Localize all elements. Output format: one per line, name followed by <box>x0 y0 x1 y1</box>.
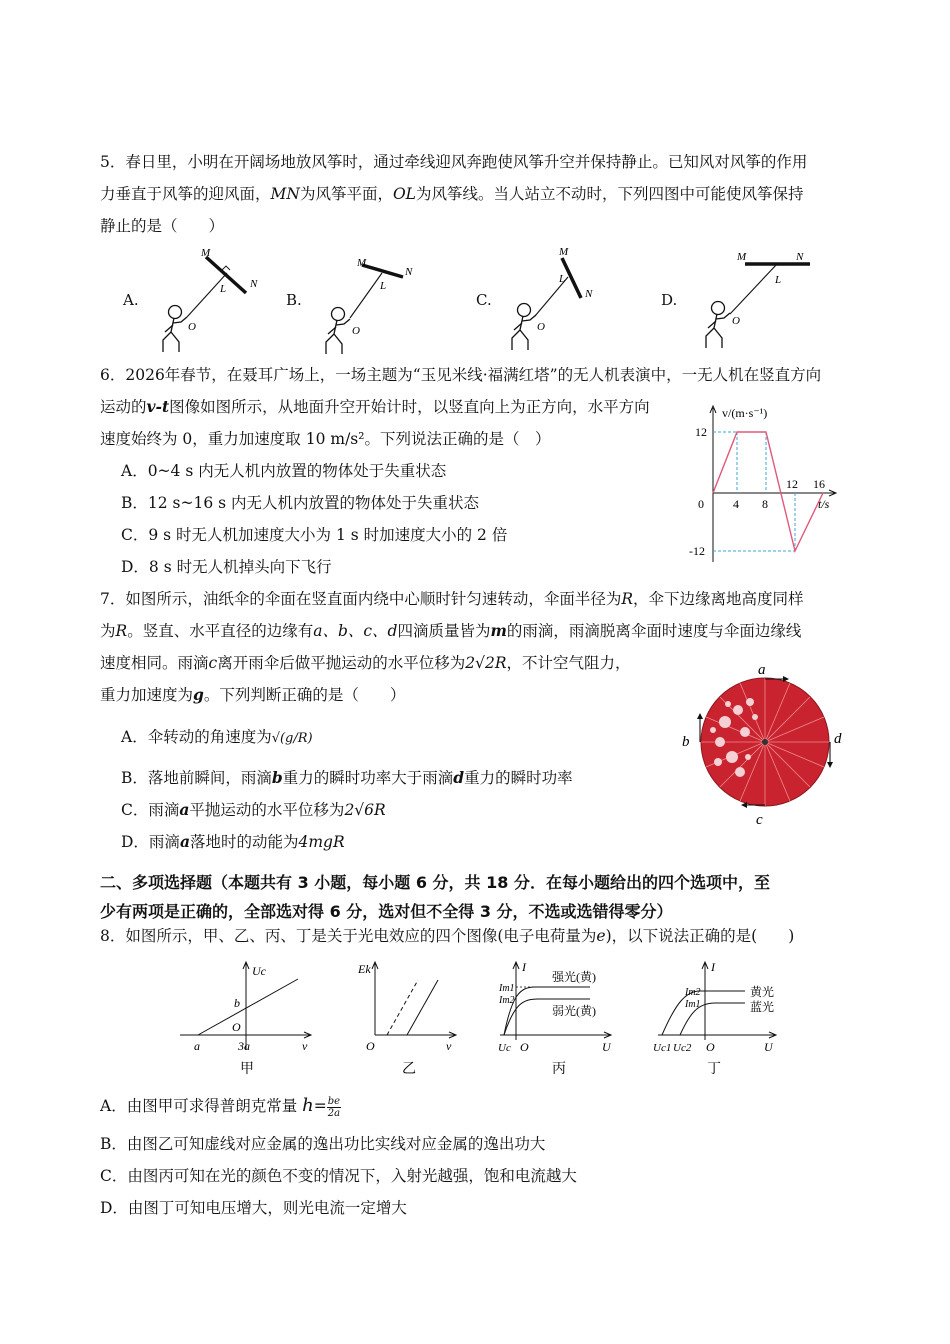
q5-ol: OL <box>392 185 416 203</box>
q5c-n: N <box>585 288 593 300</box>
q7-umbrella-figure <box>680 662 850 832</box>
bing-weak: 弱光(黄) <box>552 1004 596 1018</box>
q5a-m: M <box>201 247 211 259</box>
caption-ding: 丁 <box>707 1062 721 1077</box>
q6-text: 运动的 <box>100 398 147 416</box>
q5a-l: L <box>220 283 227 295</box>
q5-line3: 静止的是（ ） <box>100 217 225 235</box>
q7-energy: 4mgR <box>298 833 345 851</box>
ding-im1: Im1 <box>685 999 701 1010</box>
q8-option-a: A．由图甲可求得普朗克常量 h= $\frac{be}{2a}$ <box>100 1095 341 1119</box>
q7-text: 平抛运动的水平位移为 <box>189 801 345 819</box>
q5-line1: 5．春日里，小明在开阔场地放风筝时，通过牵线迎风奔跑使风筝升空并保持静止。已知风对风筝的作用 <box>100 153 808 171</box>
q7-text: A．伞转动的角速度为 <box>121 728 272 746</box>
q5-figure-c <box>512 246 593 350</box>
q5d-m: M <box>737 251 747 263</box>
q5c-o: O <box>537 321 545 333</box>
q5b-l: L <box>380 280 387 292</box>
q7-text: ，不计空气阻力， <box>506 654 631 672</box>
q8-frac-num: be <box>327 1095 341 1107</box>
yi-x: ν <box>446 1039 452 1053</box>
q7-r: R <box>115 622 128 640</box>
ding-y: I <box>711 960 715 974</box>
jia-a: a <box>194 1039 200 1053</box>
yi-y: Ek <box>358 962 371 976</box>
q8-graphs <box>170 955 790 1085</box>
umbrella-label-a: a <box>758 662 766 678</box>
section2-heading-line1: 二、多项选择题（本题共有 3 小题，每小题 6 分，共 18 分．在每小题给出的四个选项中，至 <box>100 873 770 892</box>
caption-jia: 甲 <box>240 1062 254 1077</box>
q7-line4 <box>100 684 405 706</box>
ding-uc1: Uc1 <box>653 1042 672 1054</box>
bing-o: O <box>520 1040 529 1054</box>
q5c-l: L <box>559 273 566 285</box>
jia-y: Uc <box>252 964 266 978</box>
q7-text: 。竖直、水平直径的边缘有 <box>127 622 314 640</box>
q5-option-d: D. <box>661 291 678 309</box>
q5-mn: MN <box>270 185 300 203</box>
q6-line3: 速度始终为 0，重力加速度取 10 m/s²。下列说法正确的是（ ） <box>100 430 551 448</box>
q5a-o: O <box>188 321 196 333</box>
jia-3a: 3a <box>238 1039 250 1053</box>
q7-text: 四滴质量皆为 <box>397 622 491 640</box>
q7-omega: √(g/R) <box>271 731 313 746</box>
q5-text: 为风筝平面， <box>299 185 393 203</box>
q6-option-a: A．0~4 s 内无人机内放置的物体处于失重状态 <box>121 462 447 480</box>
q5-figure-a <box>163 247 258 352</box>
q6-text: 图像如图所示，从地面升空开始计时，以竖直向上为正方向，水平方向 <box>169 398 650 416</box>
q6-ylabel: v/(m·s⁻¹) <box>722 406 768 420</box>
q7-abcd: a、b、c、d <box>313 622 398 640</box>
q6-xlabel: t/s <box>818 497 830 511</box>
q5-figure-b <box>326 257 413 354</box>
q7-g: g <box>193 685 204 704</box>
q6-vt: v-t <box>146 397 170 416</box>
q6-option-c: C．9 s 时无人机加速度大小为 1 s 时加速度大小的 2 倍 <box>121 526 508 544</box>
umbrella-label-d: d <box>834 731 842 747</box>
q8-text: A．由图甲可求得普朗克常量 <box>100 1097 298 1115</box>
q5-figure-d <box>706 251 810 348</box>
q7-text: 速度相同。雨滴 <box>100 654 209 672</box>
q7-line2 <box>100 620 801 642</box>
ding-blue: 蓝光 <box>750 1000 775 1014</box>
ding-x: U <box>764 1040 773 1054</box>
q8-graph-yi <box>357 962 456 1077</box>
q8-line1 <box>100 925 794 947</box>
q8-text: )，以下说法正确的是( ) <box>605 927 795 945</box>
q7-line3 <box>100 652 631 674</box>
q5-figures <box>0 240 950 360</box>
q5d-o: O <box>732 315 740 327</box>
q7-text: 的雨滴，雨滴脱离伞面时速度与伞面边缘线 <box>506 622 802 640</box>
q6-xtick-16: 16 <box>813 477 825 491</box>
bing-im1: Im1 <box>499 983 515 994</box>
q6-xtick-8: 8 <box>762 497 768 511</box>
q8-text: 8．如图所示，甲、乙、丙、丁是关于光电效应的四个图像(电子电荷量为 <box>100 927 597 945</box>
q6-line2 <box>100 396 650 418</box>
q7-text: ，伞下边缘离地高度同样 <box>633 590 804 608</box>
q7-text: C．雨滴 <box>121 801 180 819</box>
q8-h: h <box>302 1095 314 1116</box>
q6-origin: 0 <box>698 497 704 511</box>
caption-bing: 丙 <box>552 1062 566 1077</box>
q8-graph-bing <box>498 960 612 1077</box>
ding-uc2: Uc2 <box>673 1042 692 1054</box>
q7-c-disp: 2√6R <box>344 801 386 819</box>
q8-graph-ding <box>653 960 776 1077</box>
q5-option-b: B. <box>286 291 302 309</box>
q7-r: R <box>621 590 634 608</box>
umbrella-icon <box>701 678 829 806</box>
bing-im2: Im2 <box>499 995 515 1006</box>
q5c-m: M <box>559 246 569 258</box>
umbrella-label-c: c <box>756 812 763 828</box>
q5-text: 为风筝线。当人站立不动时，下列四图中可能使风筝保持 <box>415 185 804 203</box>
q7-text: 重力的瞬时功率大于雨滴 <box>282 769 454 787</box>
section2-heading-line2: 少有两项是正确的，全部选对得 6 分，选对但不全得 3 分，不选或选错得零分） <box>100 902 673 921</box>
q7-d: d <box>453 768 465 787</box>
q8-graph-jia <box>180 962 311 1077</box>
q5d-n: N <box>796 251 804 263</box>
q7-option-a <box>121 726 313 750</box>
q7-text: 。下列判断正确的是（ ） <box>203 686 406 704</box>
q7-option-b <box>121 767 573 789</box>
q6-ytick-neg12: -12 <box>689 544 705 558</box>
ding-im2: Im2 <box>685 987 701 998</box>
q5-line2 <box>100 183 804 205</box>
q8-option-c: C．由图丙可知在光的颜色不变的情况下，入射光越强，饱和电流越大 <box>100 1167 577 1185</box>
q7-a: a <box>179 800 190 819</box>
jia-o: O <box>232 1020 241 1034</box>
q6-option-b: B．12 s~16 s 内无人机内放置的物体处于失重状态 <box>121 494 480 512</box>
q5b-m: M <box>357 257 367 269</box>
q7-option-c <box>121 799 386 821</box>
q6-ytick-12: 12 <box>695 425 707 439</box>
q5-text: 力垂直于风筝的迎风面， <box>100 185 271 203</box>
q5-option-c: C. <box>476 291 492 309</box>
bing-x: U <box>602 1040 611 1054</box>
q7-text: 7．如图所示，油纸伞的伞面在竖直面内绕中心顺时针匀速转动，伞面半径为 <box>100 590 622 608</box>
caption-yi: 乙 <box>402 1062 416 1077</box>
q8-option-b: B．由图乙可知虚线对应金属的逸出功比实线对应金属的逸出功大 <box>100 1135 546 1153</box>
bing-strong: 强光(黄) <box>552 970 596 984</box>
q7-b: b <box>271 768 283 787</box>
q7-displacement: 2√2R <box>465 654 507 672</box>
q7-text: B．落地前瞬间，雨滴 <box>121 769 272 787</box>
q5a-n: N <box>250 278 258 290</box>
q7-text: D．雨滴 <box>121 833 180 851</box>
q7-line1 <box>100 588 804 610</box>
q6-option-d: D．8 s 时无人机掉头向下飞行 <box>121 558 332 576</box>
q6-vt-graph <box>685 402 845 582</box>
q5b-o: O <box>352 325 360 337</box>
q7-text: 离开雨伞后做平抛运动的水平位移为 <box>217 654 466 672</box>
q5b-n: N <box>405 266 413 278</box>
bing-y: I <box>522 960 526 974</box>
ding-yellow: 黄光 <box>750 985 775 999</box>
umbrella-label-b: b <box>682 734 690 750</box>
q8-e: e <box>596 927 606 945</box>
q6-xtick-4: 4 <box>733 497 739 511</box>
q7-option-d <box>121 831 345 853</box>
q7-text: 重力加速度为 <box>100 686 194 704</box>
yi-o: O <box>366 1039 375 1053</box>
q6-line1: 6．2026年春节，在聂耳广场上，一场主题为“玉见米线·福满红塔”的无人机表演中，一无人机在竖直方向 <box>100 366 822 384</box>
q7-text: 为 <box>100 622 116 640</box>
q7-m: m <box>490 621 507 640</box>
jia-b: b <box>234 996 240 1010</box>
jia-x: ν <box>302 1039 308 1053</box>
q6-xtick-12: 12 <box>786 477 798 491</box>
q7-text: 落地时的动能为 <box>189 833 299 851</box>
q8-option-d: D．由图丁可知电压增大，则光电流一定增大 <box>100 1199 407 1217</box>
ding-o: O <box>706 1040 715 1054</box>
q5d-l: L <box>775 274 782 286</box>
q7-c: c <box>208 654 218 672</box>
q7-text: 重力的瞬时功率 <box>464 769 573 787</box>
q8-frac-den: 2a <box>327 1107 341 1119</box>
q8-fraction <box>327 1096 341 1119</box>
bing-uc: Uc <box>498 1042 511 1054</box>
q5-option-a: A. <box>123 291 139 309</box>
q7-a: a <box>179 832 190 851</box>
